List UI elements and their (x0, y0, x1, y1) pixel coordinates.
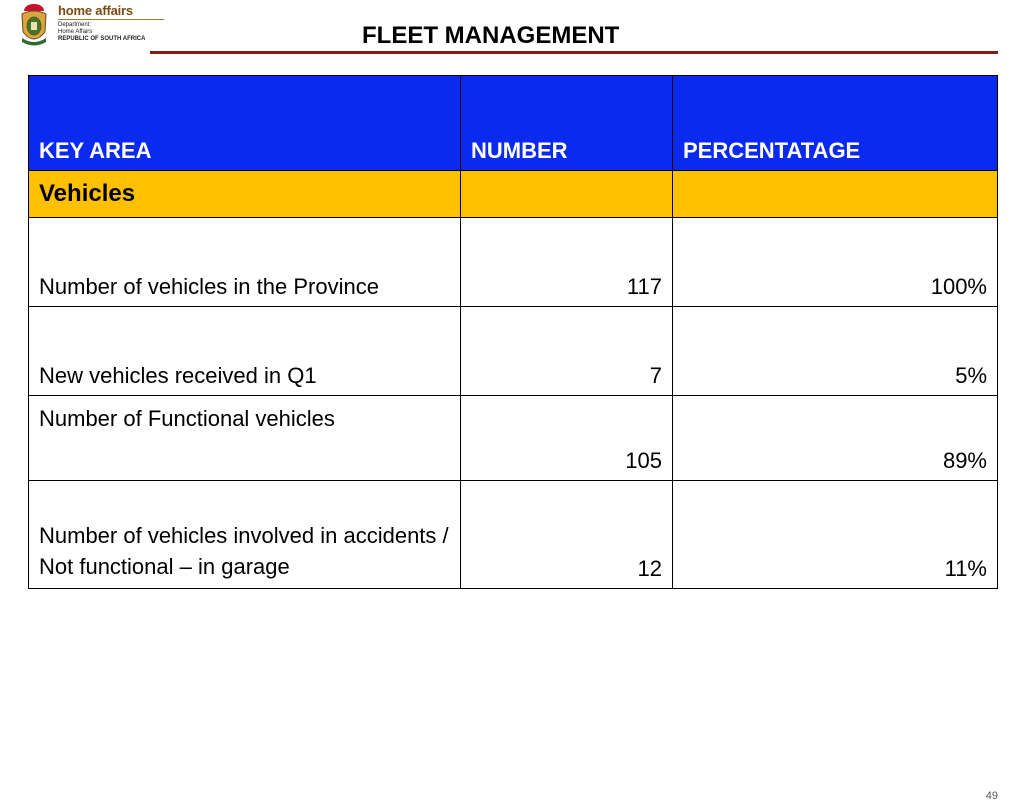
title-divider (150, 51, 998, 54)
column-header-percentage: PERCENTATAGE (673, 76, 998, 171)
page-number: 49 (985, 790, 998, 802)
logo-brand-text: home affairs (58, 3, 133, 18)
section-row-vehicles (29, 171, 998, 218)
column-header-number: NUMBER (461, 76, 673, 171)
table-row (29, 481, 998, 589)
key-area-cell: Number of Functional vehicles (29, 396, 461, 481)
table-row (29, 218, 998, 307)
fleet-table (28, 75, 998, 589)
logo-line-department: Department: (58, 22, 92, 28)
table-row (29, 396, 998, 481)
percentage-cell: 11% (673, 481, 998, 589)
number-cell: 117 (461, 218, 673, 307)
table-row (29, 307, 998, 396)
column-header-key-area: KEY AREA (29, 76, 461, 171)
coat-of-arms-icon (18, 2, 50, 48)
section-empty-cell (673, 171, 998, 218)
table-header-row (29, 76, 998, 171)
section-label: Vehicles (29, 171, 461, 218)
department-logo (18, 2, 150, 48)
number-cell: 7 (461, 307, 673, 396)
key-area-cell: New vehicles received in Q1 (29, 307, 461, 396)
number-cell: 12 (461, 481, 673, 589)
logo-line-republic: REPUBLIC OF SOUTH AFRICA (58, 36, 146, 42)
page-title: FLEET MANAGEMENT (362, 22, 620, 49)
number-cell: 105 (461, 396, 673, 481)
percentage-cell: 100% (673, 218, 998, 307)
section-empty-cell (461, 171, 673, 218)
logo-divider (58, 19, 164, 20)
percentage-cell: 89% (673, 396, 998, 481)
key-area-cell: Number of vehicles in the Province (29, 218, 461, 307)
percentage-cell: 5% (673, 307, 998, 396)
logo-line-home-affairs: Home Affairs (58, 29, 93, 35)
key-area-cell: Number of vehicles involved in accidents / Not functional – in garage (29, 481, 461, 589)
